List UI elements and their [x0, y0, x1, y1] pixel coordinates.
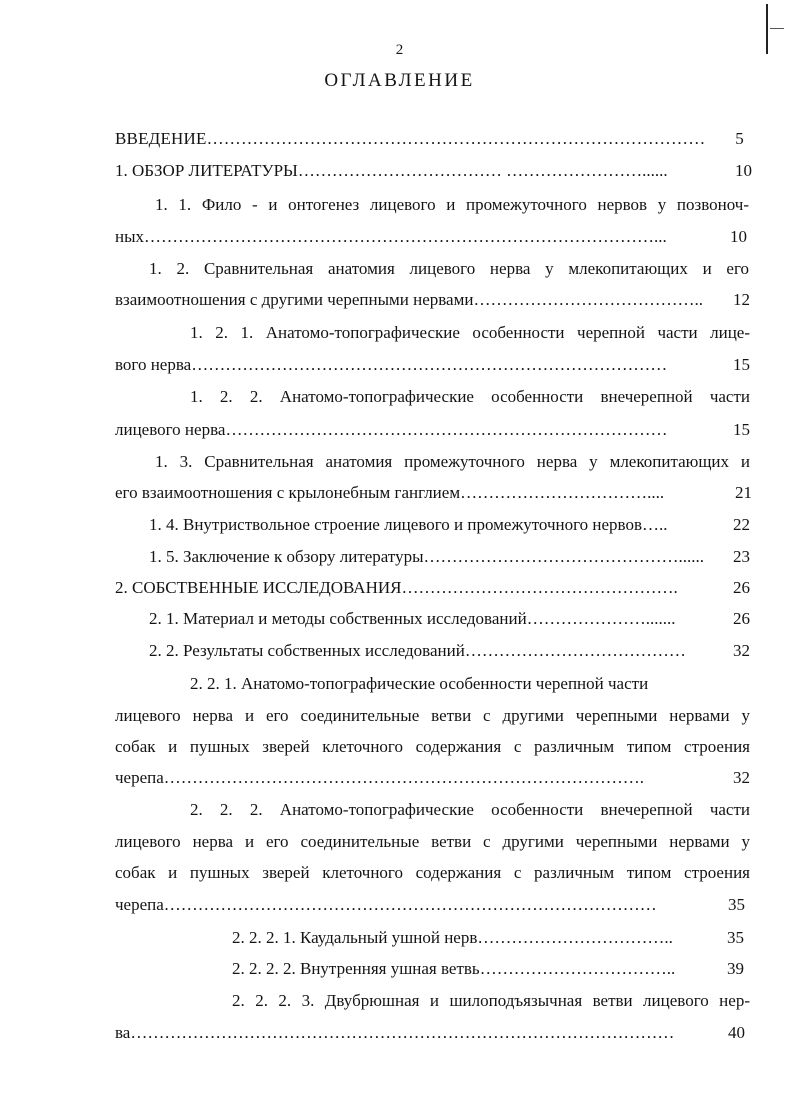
entry-title: ва	[115, 1023, 131, 1042]
entry-page: 5	[735, 129, 744, 148]
entry-page: 22	[733, 515, 750, 534]
entry-title: его взаимоотношения с крылонебным ганглием	[115, 483, 461, 502]
toc-entry-1-2-2-line1: 1. 2. 2. Анатомо-топографические особенности внечерепной части	[190, 387, 750, 406]
dot-leader: ……………………………… ……………………......	[297, 161, 668, 180]
toc-entry-1-3-line1: 1. 3. Сравнительная анатомия промежуточного нерва у млекопитающих и	[155, 452, 750, 471]
entry-page: 39	[727, 959, 744, 978]
toc-entry-2-2[interactable]	[149, 640, 750, 662]
toc-entry-1-3[interactable]	[115, 482, 752, 504]
entry-page: 12	[733, 290, 750, 309]
dot-leader: …………………………………………………………………………	[191, 355, 668, 374]
dot-leader: …..	[642, 515, 668, 534]
toc-entry-2-2-2-line3: собак и пушных зверей клеточного содержания с различным типом строения	[115, 863, 750, 882]
entry-title: 2. 2. Результаты собственных исследований	[149, 641, 465, 660]
toc-entry-1-2[interactable]	[115, 289, 750, 311]
entry-page: 15	[733, 355, 750, 374]
dot-leader: ……………………………..	[477, 928, 673, 947]
dot-leader: ……………………………..	[479, 959, 676, 978]
toc-entry-2-2-2-line1: 2. 2. 2. Анатомо-топографические особенности внечерепной части	[190, 800, 750, 819]
toc-entry-1-2-1[interactable]	[115, 354, 750, 376]
entry-page: 23	[733, 547, 750, 566]
toc-entry-introduction[interactable]	[115, 128, 744, 150]
entry-title: 1. 5. Заключение к обзору литературы	[149, 547, 424, 566]
entry-title: ВВЕДЕНИЕ	[115, 129, 207, 148]
toc-entry-1-2-1-line1: 1. 2. 1. Анатомо-топографические особенности черепной части лице-	[190, 323, 750, 342]
entry-page: 21	[735, 483, 752, 502]
entry-title: вого нерва	[115, 355, 192, 374]
toc-entry-2-2-2-1[interactable]	[232, 927, 744, 949]
entry-title: взаимоотношения с другими черепными нервами	[115, 290, 474, 309]
toc-entry-2-2-2[interactable]	[115, 894, 745, 916]
entry-title: лицевого нерва	[115, 420, 226, 439]
entry-page: 10	[735, 161, 752, 180]
entry-page: 35	[728, 895, 745, 914]
page-number: 2	[395, 42, 404, 58]
toc-entry-own-research[interactable]	[115, 577, 750, 599]
toc-entry-2-2-2-2[interactable]	[232, 958, 744, 980]
entry-title: 1. 4. Внутриствольное строение лицевого и промежуточного нервов	[149, 515, 642, 534]
entry-page: 40	[728, 1023, 745, 1042]
entry-page: 26	[733, 578, 750, 597]
toc-entry-1-2-line1: 1. 2. Сравнительная анатомия лицевого нерва у млекопитающих и его	[149, 259, 749, 278]
dot-leader: ………………….......	[526, 609, 676, 628]
dot-leader: …………………………………..	[473, 290, 703, 309]
toc-entry-1-1-line1: 1. 1. Фило - и онтогенез лицевого и промежуточного нервов у позвоноч-	[155, 195, 749, 214]
toc-entry-1-2-2[interactable]	[115, 419, 750, 441]
dot-leader: …………………………………	[464, 641, 686, 660]
dot-leader: ……………………………………………………………………	[225, 420, 668, 439]
entry-page: 15	[733, 420, 750, 439]
entry-page: 10	[730, 227, 747, 246]
dot-leader: ………………………………………………………………………….	[163, 768, 645, 787]
dot-leader: ………………………………………......	[423, 547, 705, 566]
entry-title: ных	[115, 227, 145, 246]
dot-leader: ……………………………………………………………………………	[206, 129, 706, 148]
toc-entry-2-2-1-line3: собак и пушных зверей клеточного содержания с различным типом строения	[115, 737, 750, 756]
toc-entry-1-5[interactable]	[149, 546, 750, 568]
entry-page: 35	[727, 928, 744, 947]
toc-entry-2-2-1-line2: лицевого нерва и его соединительные ветви с другими черепными нервами у	[115, 706, 750, 725]
dot-leader: ………………………………………………………………………………...	[144, 227, 667, 246]
toc-entry-2-2-2-3[interactable]	[115, 1022, 745, 1044]
toc-entry-2-2-1[interactable]	[115, 767, 750, 789]
entry-title: 1. ОБЗОР ЛИТЕРАТУРЫ	[115, 161, 298, 180]
dot-leader: ……………………………....	[460, 483, 665, 502]
entry-page: 32	[733, 768, 750, 787]
dot-leader: ……………………………………………………………………………	[163, 895, 657, 914]
entry-title: 2. 2. 2. 1. Каудальный ушной нерв	[232, 928, 478, 947]
toc-entry-2-2-1-line1: 2. 2. 1. Анатомо-топографические особенности черепной части	[190, 674, 649, 693]
toc-entry-2-2-2-line2: лицевого нерва и его соединительные ветви с другими черепными нервами у	[115, 832, 750, 851]
toc-entry-1-1[interactable]	[115, 226, 747, 248]
toc-entry-2-2-2-3-line1: 2. 2. 2. 3. Двубрюшная и шилоподъязычная ветви лицевого нер-	[232, 991, 750, 1010]
entry-title: черепа	[115, 768, 164, 787]
entry-title: 2. 1. Материал и методы собственных исследований	[149, 609, 527, 628]
entry-title: 2. СОБСТВЕННЫЕ ИССЛЕДОВАНИЯ	[115, 578, 402, 597]
entry-title: черепа	[115, 895, 164, 914]
toc-entry-2-1[interactable]	[149, 608, 750, 630]
toc-entry-literature-review[interactable]	[115, 160, 752, 182]
entry-page: 26	[733, 609, 750, 628]
dot-leader: ……………………………………………………………………………………	[130, 1023, 675, 1042]
entry-title: 2. 2. 2. 2. Внутренняя ушная ветвь	[232, 959, 480, 978]
toc-entry-1-4[interactable]	[149, 514, 750, 536]
dot-leader: ………………………………………….	[401, 578, 678, 597]
page-title: ОГЛАВЛЕНИЕ	[324, 70, 475, 91]
entry-page: 32	[733, 641, 750, 660]
